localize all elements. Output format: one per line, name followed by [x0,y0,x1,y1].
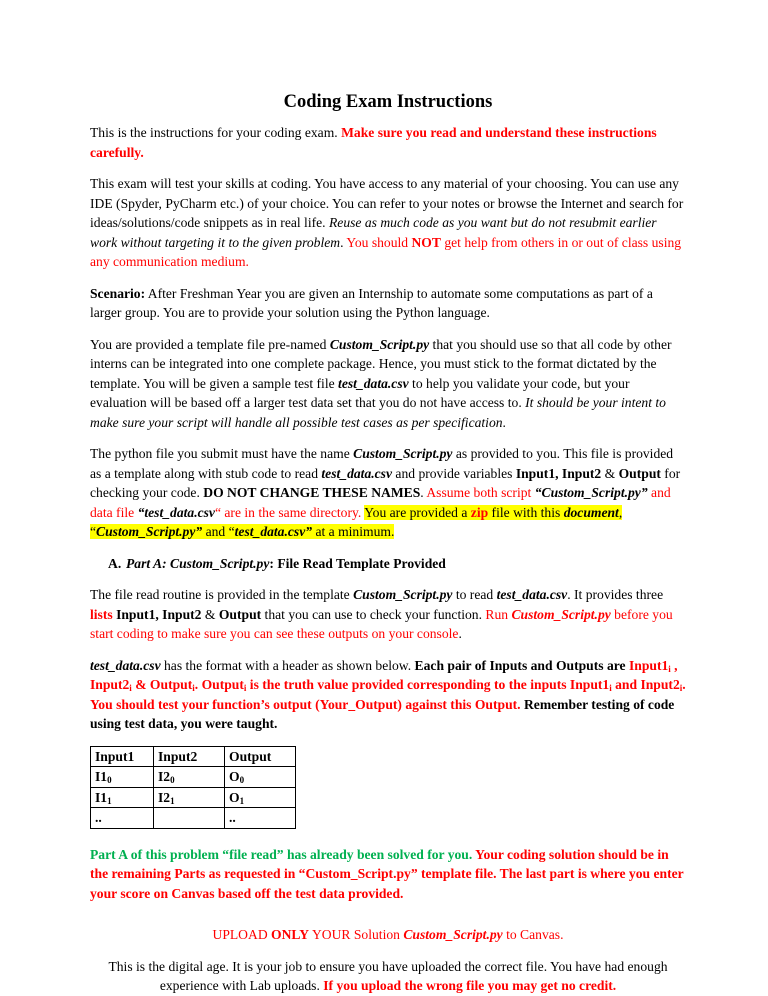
highlighted-zip-note: You are provided a zip file with this document, “Custom_Script.py” and “test_data.csv” at a minimum. [90,504,623,539]
table-cell: $O_0$ [225,767,296,788]
table-cell: .. [91,808,154,829]
digital-age-paragraph: This is the digital age. It is your job to ensure you have uploaded the correct file. You have had enough experience with Lab uploads. If you upload the wrong file you may get no credit. [108,958,668,993]
upload-instruction: UPLOAD ONLY YOUR Solution Custom_Script.py to Canvas. [212,927,564,942]
table-cell [154,808,225,829]
table-cell: $O_1$ [225,787,296,808]
part-a-solved-paragraph: Part A of this problem “file read” has already been solved for you. Your coding solution should be in the remaining Parts as requested in “Custom_Script.py” template file. The last part is where you enter your score on Canvas based off the test data provided. [90,846,684,901]
data-filename: test_data.csv [338,375,409,391]
section-a-heading: A. Part A: Custom_Script.py: File Read Template Provided [108,555,446,571]
intro-paragraph [90,123,686,162]
table-row [91,787,296,808]
table-row [91,767,296,788]
rules-paragraph: This exam will test your skills at coding. You have access to any material of your choosing. You can use any IDE (Spyder, PyCharm etc.) of your choice. You can refer to your notes or browse the Internet and search for ideas/solutions/code snippets as in real life. Reuse as much code as you want but do not resubmit earlier work without targeting it to the given problem. You should NOT get help from others in or out of class using any communication medium. [90,176,684,269]
table-header-cell: Input2 [154,746,225,767]
intro-warning: Make sure you read and understand these instructions carefully. [90,125,657,160]
table-cell: $I1_0$ [91,767,154,788]
table-row [91,808,296,829]
table-header-cell: Input1 [91,746,154,767]
table-header-cell: Output [225,746,296,767]
do-not-change-notice: DO NOT CHANGE THESE NAMES [203,485,421,500]
table-cell: $I2_0$ [154,767,225,788]
scenario-paragraph: Scenario: After Freshman Year you are given an Internship to automate some computations as part of a larger group. You are to provide your solution using the Python language. [90,285,653,320]
rules-text: This exam will test your skills at coding. You have access to any material of your choosing. You can use any IDE (Spyder, PyCharm etc.) of your choice. You can refer to your notes or browse the Internet and search for ideas/solutions/code snippets as in real life. [90,176,684,230]
page-title: Coding Exam Instructions [283,92,493,112]
table-cell: $I2_1$ [154,787,225,808]
file-read-paragraph: The file read routine is provided in the template Custom_Script.py to read test_data.csv. It provides three lists Input1, Input2 & Output that you can use to check your function. Run Custom_Script.py before you start coding to make sure you can see these outputs on your console. [90,587,673,641]
not-emphasis: NOT [411,234,441,250]
table-cell: .. [225,808,296,829]
test-data-table [90,746,296,829]
template-paragraph: You are provided a template file pre-named Custom_Script.py that you should use so that all code by other interns can be integrated into one complete package. Hence, you must stick to the format dictated by the template. You will be given a sample test file test_data.csv to help you validate your code, but your evaluation will be based off a larger test data set that you do not have access to. It should be your intent to make sure your script will handle all possible test cases as per specification. [90,336,672,430]
format-paragraph: test_data.csv has the format with a header as shown below. Each pair of Inputs and Outputs are $Input1_i$ , $Input2_i$ & Output$_i$. Output$_i$ is the truth value provided corresponding to the inputs $Input1_i$ and $Input2_i$. You should test your function’s output (Your_Output) against this Output. Remember testing of code using test data, you were taught. [90,657,686,731]
table-header-row [91,746,296,767]
table-cell: $I1_1$ [91,787,154,808]
intro-text: This is the instructions for your coding exam. [90,125,342,140]
rules-reuse-note: Reuse as much code as you want but do not resubmit earlier work without targeting it to the given problem [90,215,657,250]
scenario-label: Scenario: [90,285,146,301]
submission-paragraph: The python file you submit must have the name Custom_Script.py as provided to you. This file is provided as a template along with stub code to read test_data.csv and provide variables Input1, Input2 & Output for checking your code. DO NOT CHANGE THESE NAMES. Assume both script “Custom_Script.py” and data file “test_data.csv“ are in the same directory. You are provided a zip file with this document, “Custom_Script.py” and “test_data.csv” at a minimum. [90,446,681,539]
script-filename: Custom_Script.py [329,336,430,352]
